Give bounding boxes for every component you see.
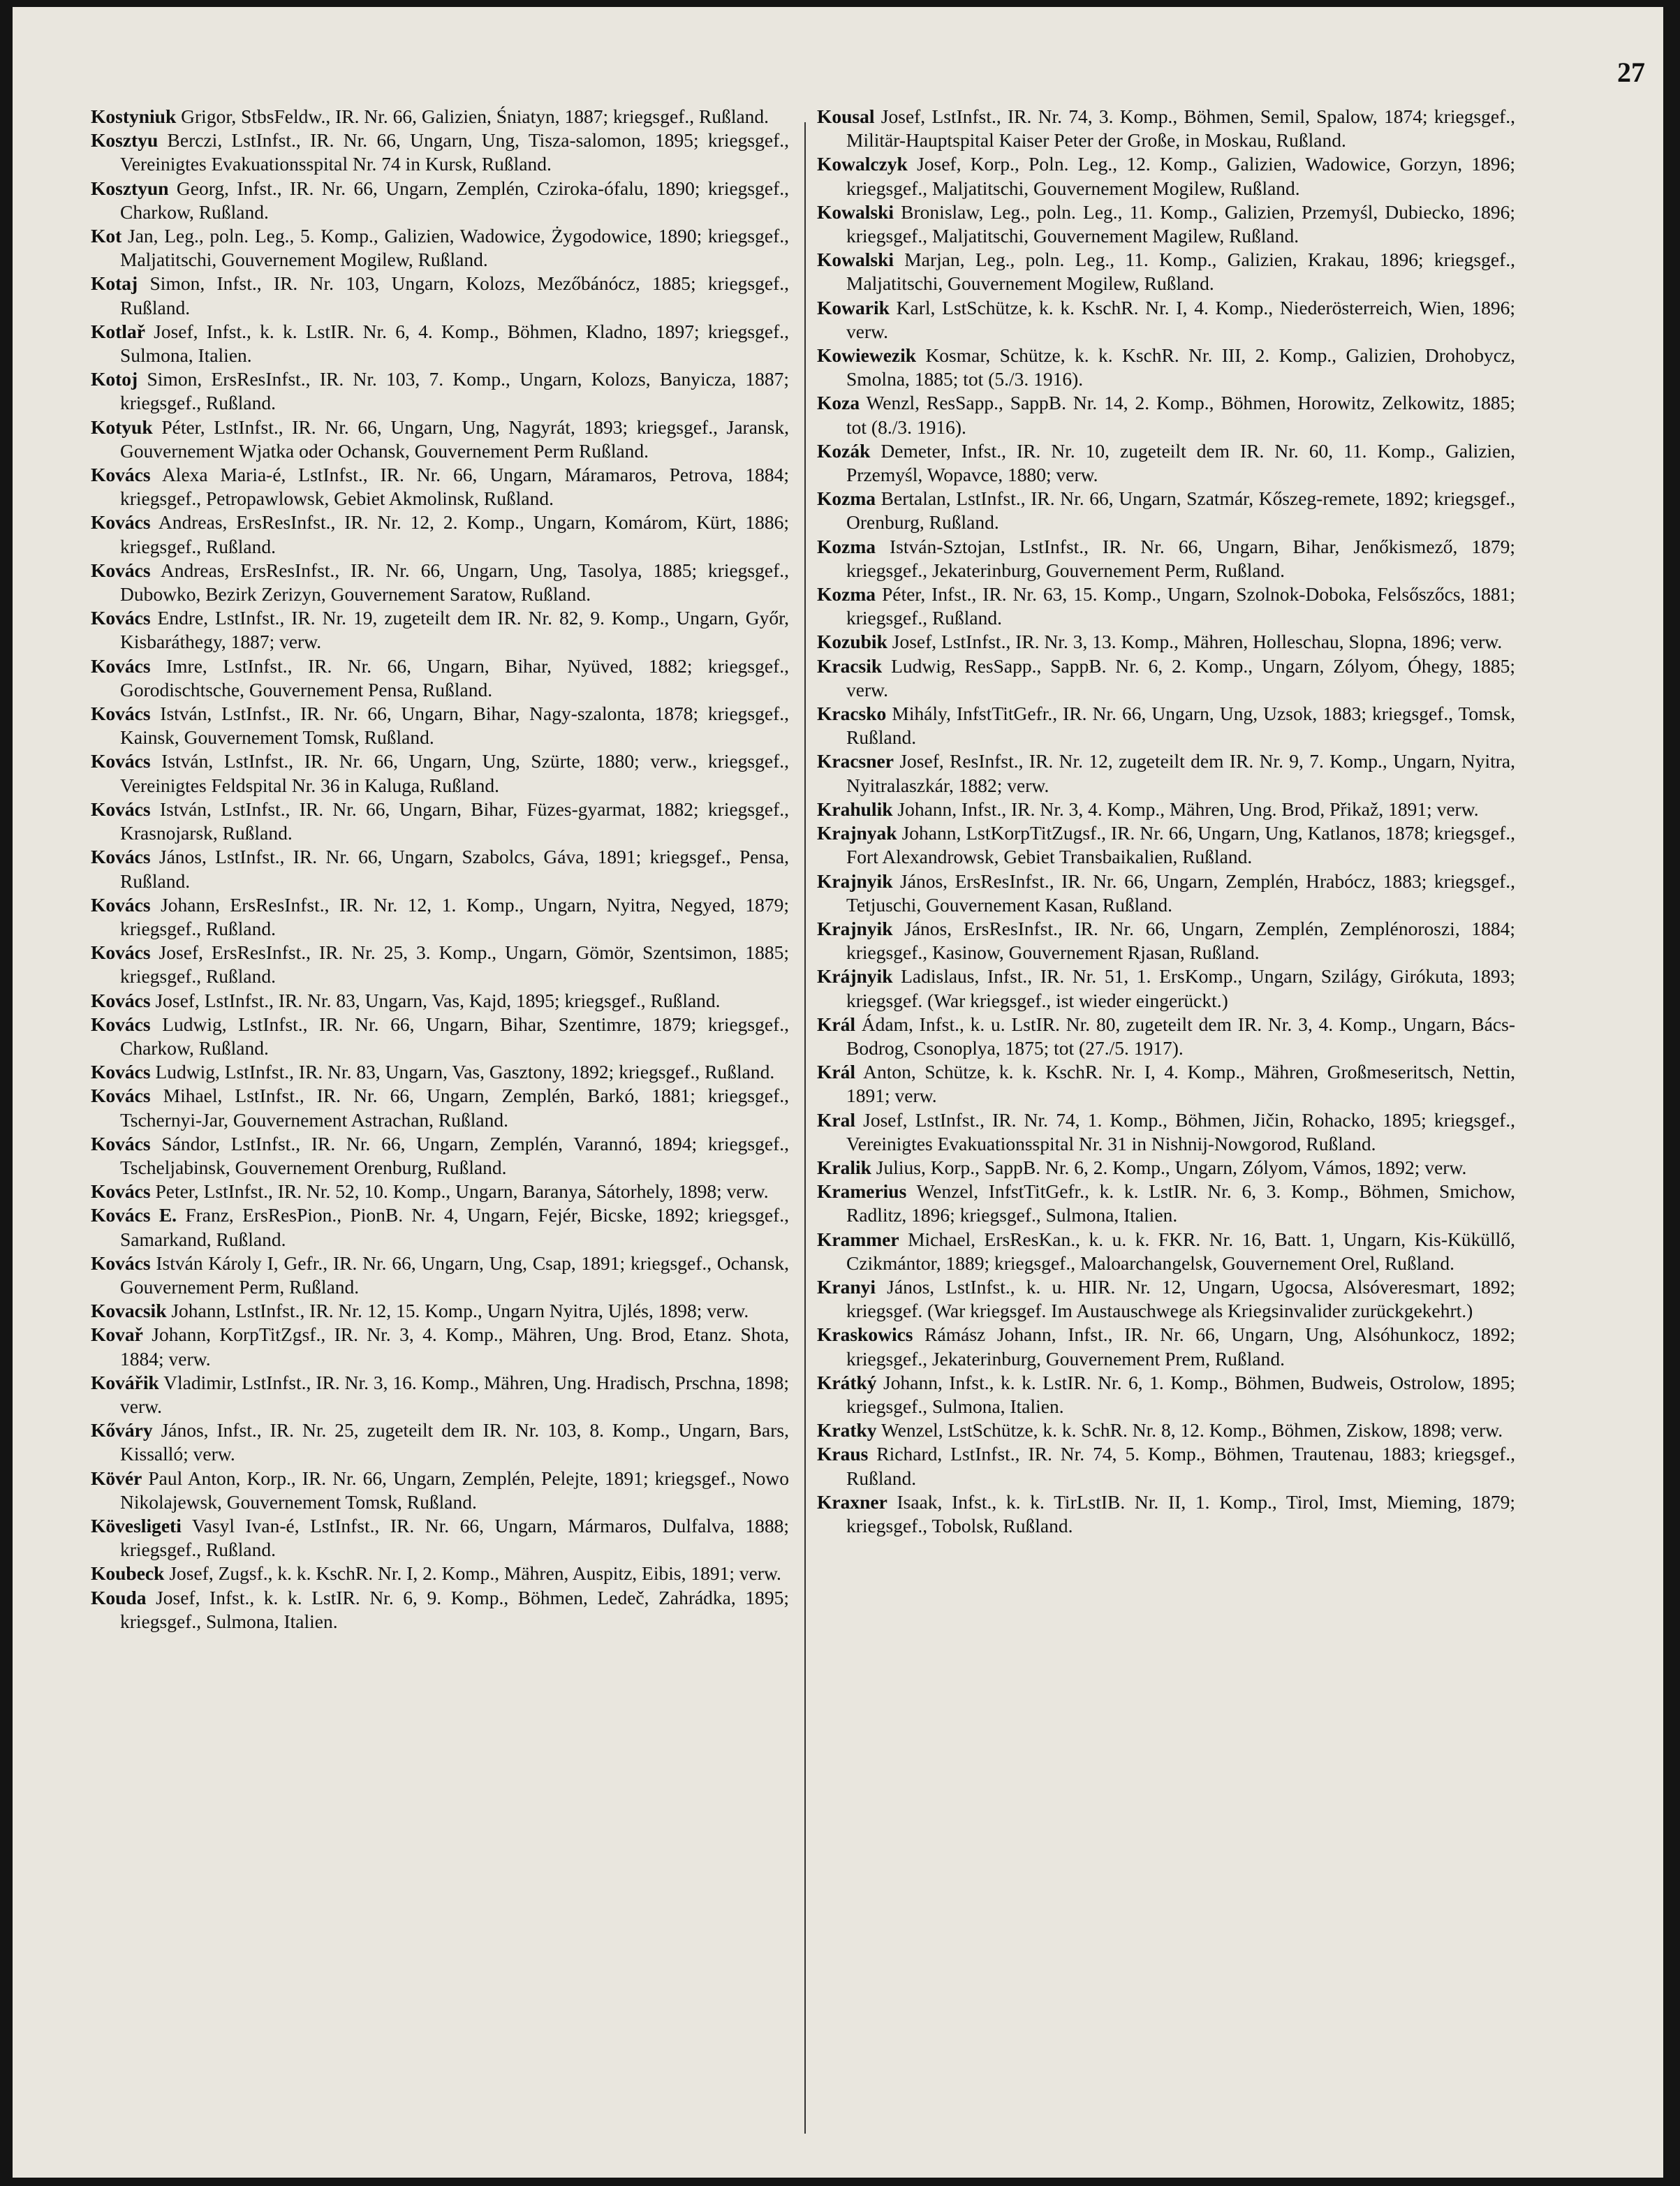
register-entry bbox=[91, 272, 789, 319]
entry-details: Josef, Infst., k. k. LstIR. Nr. 6, 4. Komp., Böhmen, Kladno, 1897; kriegsgef., Sulmona, Italien. bbox=[120, 320, 789, 367]
register-entry bbox=[91, 941, 789, 988]
register-entry bbox=[91, 1060, 789, 1084]
entry-details: Demeter, Infst., IR. Nr. 10, zugeteilt dem IR. Nr. 60, 11. Komp., Galizien, Przemyśl, Wopavce, 1880; verw. bbox=[846, 439, 1515, 486]
entry-details: Berczi, LstInfst., IR. Nr. 66, Ungarn, Ung, Tisza-salomon, 1895; kriegsgef., Vereinigtes Evakuationsspital Nr. 74 in Kursk, Rußland. bbox=[120, 129, 789, 175]
column-divider bbox=[804, 122, 806, 2134]
entry-details: Johann, LstKorpTitZugsf., IR. Nr. 66, Ungarn, Ung, Katlanos, 1878; kriegsgef., Fort Alexandrowsk, Gebiet Transbaikalien, Rußland. bbox=[846, 822, 1515, 868]
register-entry bbox=[91, 798, 789, 845]
register-entry bbox=[91, 845, 789, 893]
register-entry bbox=[817, 391, 1515, 439]
register-entry bbox=[817, 105, 1515, 152]
register-entry bbox=[817, 1060, 1515, 1108]
entry-details: Johann, Infst., k. k. LstIR. Nr. 6, 1. Komp., Böhmen, Budweis, Ostrolow, 1895; kriegsgef., Sulmona, Italien. bbox=[846, 1371, 1515, 1417]
entry-details: János, LstInfst., k. u. HIR. Nr. 12, Ungarn, Ugocsa, Alsóveresmart, 1892; kriegsgef. (War kriegsgef. Im Austauschwege als Kriegsinvalider zurückgekehrt.) bbox=[846, 1275, 1515, 1322]
entry-surname: Kraskowics bbox=[817, 1323, 913, 1346]
entry-surname: Kotlař bbox=[91, 320, 145, 342]
entry-details: Péter, LstInfst., IR. Nr. 66, Ungarn, Ung, Nagyrát, 1893; kriegsgef., Jaransk, Gouvernement Wjatka oder Ochansk, Gouvernement Perm Rußland. bbox=[120, 416, 789, 462]
entry-details: Michael, ErsResKan., k. u. k. FKR. Nr. 16, Batt. 1, Ungarn, Kis-Küküllő, Czikmántor, 1889; kriegsgef., Maloarchangelsk, Gouvernement Orel, Rußland. bbox=[846, 1228, 1515, 1274]
register-entry bbox=[817, 749, 1515, 797]
entry-details: Rámász Johann, Infst., IR. Nr. 66, Ungarn, Ung, Alsóhunkocz, 1892; kriegsgef., Jekaterinburg, Gouvernement Prem, Rußland. bbox=[846, 1323, 1515, 1370]
entry-details: Simon, ErsResInfst., IR. Nr. 103, 7. Komp., Ungarn, Kolozs, Banyicza, 1887; kriegsgef., Rußland. bbox=[120, 368, 789, 414]
register-entry bbox=[91, 1203, 789, 1251]
entry-details: Jan, Leg., poln. Leg., 5. Komp., Galizien, Wadowice, Żygodowice, 1890; kriegsgef., Maljatitschi, Gouvernement Mogilew, Rußland. bbox=[120, 225, 789, 271]
entry-surname: Kosztyu bbox=[91, 129, 159, 152]
entry-details: Vladimir, LstInfst., IR. Nr. 3, 16. Komp., Mähren, Ung. Hradisch, Prschna, 1898; verw. bbox=[120, 1371, 789, 1417]
register-entry bbox=[817, 487, 1515, 534]
register-entry bbox=[91, 559, 789, 606]
entry-details: István Károly I, Gefr., IR. Nr. 66, Ungarn, Ung, Csap, 1891; kriegsgef., Ochansk, Gouvernement Perm, Rußland. bbox=[120, 1252, 789, 1298]
register-entry bbox=[91, 654, 789, 702]
register-entry bbox=[817, 1108, 1515, 1156]
entry-surname: Kot bbox=[91, 225, 122, 247]
register-entry bbox=[91, 416, 789, 463]
entry-surname: Kracsik bbox=[817, 654, 883, 677]
register-entry bbox=[817, 582, 1515, 630]
entry-details: Andreas, ErsResInfst., IR. Nr. 12, 2. Komp., Ungarn, Komárom, Kürt, 1886; kriegsgef., Rußland. bbox=[120, 511, 789, 557]
entry-surname: Kralik bbox=[817, 1156, 871, 1178]
register-entry bbox=[91, 702, 789, 749]
entry-details: Johann, LstInfst., IR. Nr. 12, 15. Komp., Ungarn Nyitra, Ujlés, 1898; verw. bbox=[166, 1300, 749, 1322]
entry-details: István, LstInfst., IR. Nr. 66, Ungarn, Bihar, Füzes-gyarmat, 1882; kriegsgef., Krasnojarsk, Rußland. bbox=[120, 798, 789, 844]
entry-surname: Kovács bbox=[91, 703, 151, 725]
entry-details: Ádam, Infst., k. u. LstIR. Nr. 80, zugeteilt dem IR. Nr. 3, 4. Komp., Ungarn, Bács-Bodrog, Csonoplya, 1875; tot (27./5. 1917). bbox=[846, 1013, 1515, 1059]
entry-surname: Koza bbox=[817, 392, 860, 414]
entry-surname: Kovács bbox=[91, 1013, 151, 1035]
register-entry bbox=[91, 1371, 789, 1418]
register-entry bbox=[817, 296, 1515, 344]
right-column bbox=[817, 105, 1515, 1538]
register-entry bbox=[91, 1084, 789, 1131]
entry-details: Sándor, LstInfst., IR. Nr. 66, Ungarn, Zemplén, Varannó, 1894; kriegsgef., Tscheljabinsk, Gouvernement Orenburg, Rußland. bbox=[120, 1132, 789, 1178]
entry-details: István, LstInfst., IR. Nr. 66, Ungarn, Bihar, Nagy-szalonta, 1878; kriegsgef., Kainsk, Gouvernement Tomsk, Rußland. bbox=[120, 703, 789, 749]
entry-details: Bronislaw, Leg., poln. Leg., 11. Komp., Galizien, Przemyśl, Dubiecko, 1896; kriegsgef., Maljatitschi, Gouvernement Magilew, Rußland. bbox=[846, 200, 1515, 247]
register-entry bbox=[817, 248, 1515, 295]
register-entry bbox=[91, 320, 789, 367]
entry-surname: Kovács bbox=[91, 846, 151, 868]
entry-surname: Kraus bbox=[817, 1443, 869, 1465]
entry-details: Johann, ErsResInfst., IR. Nr. 12, 1. Komp., Ungarn, Nyitra, Negyed, 1879; kriegsgef., Rußland. bbox=[120, 893, 789, 939]
entry-surname: Král bbox=[817, 1013, 855, 1035]
entry-details: Isaak, Infst., k. k. TirLstIB. Nr. II, 1. Komp., Tirol, Imst, Mieming, 1879; kriegsgef., Tobolsk, Rußland. bbox=[846, 1490, 1515, 1536]
entry-surname: Kracsner bbox=[817, 750, 894, 772]
register-entry bbox=[91, 1467, 789, 1514]
register-entry bbox=[817, 1442, 1515, 1490]
entry-details: Wenzl, ResSapp., SappB. Nr. 14, 2. Komp., Böhmen, Horowitz, Zelkowitz, 1885; tot (8./3. 1916). bbox=[846, 392, 1515, 438]
entry-details: Ludwig, LstInfst., IR. Nr. 83, Ungarn, Vas, Gasztony, 1892; kriegsgef., Rußland. bbox=[150, 1061, 775, 1083]
entry-surname: Kosztyun bbox=[91, 177, 169, 199]
entry-surname: Kranyi bbox=[817, 1275, 876, 1298]
register-entry bbox=[817, 798, 1515, 821]
entry-surname: Kovács bbox=[91, 941, 151, 964]
entry-details: Anton, Schütze, k. k. KschR. Nr. I, 4. Komp., Mähren, Großmeseritsch, Nettin, 1891; verw. bbox=[846, 1061, 1515, 1107]
register-entry bbox=[91, 129, 789, 176]
register-entry bbox=[91, 105, 789, 129]
entry-surname: Kowiewezik bbox=[817, 344, 917, 367]
entry-surname: Kovács bbox=[91, 1132, 151, 1154]
entry-surname: Koubeck bbox=[91, 1562, 165, 1585]
entry-surname: Kovács bbox=[91, 750, 151, 772]
entry-details: Imre, LstInfst., IR. Nr. 66, Ungarn, Bihar, Nyüved, 1882; kriegsgef., Gorodischtsche, Gouvernement Pensa, Rußland. bbox=[120, 654, 789, 700]
entry-surname: Kozubik bbox=[817, 631, 887, 653]
entry-surname: Kozma bbox=[817, 583, 876, 606]
register-entry bbox=[817, 1323, 1515, 1370]
entry-details: István, LstInfst., IR. Nr. 66, Ungarn, Ung, Szürte, 1880; verw., kriegsgef., Vereinigtes Feldspital Nr. 36 in Kaluga, Rußland. bbox=[120, 750, 789, 796]
entry-surname: Krátký bbox=[817, 1371, 877, 1393]
document-page bbox=[13, 7, 1663, 2178]
entry-details: Mihael, LstInfst., IR. Nr. 66, Ungarn, Zemplén, Barkó, 1881; kriegsgef., Tschernyi-Jar, Gouvernement Astrachan, Rußland. bbox=[120, 1085, 789, 1131]
entry-details: Josef, LstInfst., IR. Nr. 74, 3. Komp., Böhmen, Semil, Spalow, 1874; kriegsgef., Militär-Hauptspital Kaiser Peter der Große, in Moskau, Rußland. bbox=[846, 105, 1515, 152]
entry-details: Ludwig, LstInfst., IR. Nr. 66, Ungarn, Bihar, Szentimre, 1879; kriegsgef., Charkow, Rußland. bbox=[120, 1013, 789, 1059]
register-entry bbox=[91, 224, 789, 272]
entry-surname: Kovacsik bbox=[91, 1300, 167, 1322]
entry-details: Josef, Korp., Poln. Leg., 12. Komp., Galizien, Wadowice, Gorzyn, 1896; kriegsgef., Maljatitschi, Gouvernement Mogilew, Rußland. bbox=[846, 153, 1515, 199]
entry-surname: Kovács bbox=[91, 607, 151, 629]
register-entry bbox=[91, 1252, 789, 1299]
entry-details: János, LstInfst., IR. Nr. 66, Ungarn, Szabolcs, Gáva, 1891; kriegsgef., Pensa, Rußland. bbox=[120, 846, 789, 892]
register-entry bbox=[91, 1299, 789, 1323]
entry-details: Péter, Infst., IR. Nr. 63, 15. Komp., Ungarn, Szolnok-Doboka, Felsőszőcs, 1881; kriegsgef., Rußland. bbox=[846, 583, 1515, 629]
entry-surname: Kostyniuk bbox=[91, 105, 177, 127]
entry-surname: Krammer bbox=[817, 1228, 899, 1250]
entry-surname: Kotyuk bbox=[91, 416, 153, 438]
register-entry bbox=[91, 1418, 789, 1466]
entry-surname: Kovács E. bbox=[91, 1204, 177, 1226]
entry-details: Josef, Infst., k. k. LstIR. Nr. 6, 9. Komp., Böhmen, Ledeč, Zahrádka, 1895; kriegsgef., Sulmona, Italien. bbox=[120, 1586, 789, 1632]
entry-surname: Krajnyik bbox=[817, 870, 893, 892]
entry-surname: Král bbox=[817, 1061, 855, 1083]
entry-surname: Kovács bbox=[91, 1252, 151, 1274]
register-entry bbox=[91, 177, 789, 224]
entry-surname: Kramerius bbox=[817, 1180, 907, 1203]
entry-details: Simon, Infst., IR. Nr. 103, Ungarn, Kolozs, Mezőbánócz, 1885; kriegsgef., Rußland. bbox=[120, 272, 789, 318]
register-entry bbox=[817, 964, 1515, 1012]
entry-details: Karl, LstSchütze, k. k. KschR. Nr. I, 4. Komp., Niederösterreich, Wien, 1896; verw. bbox=[846, 296, 1515, 342]
register-entry bbox=[817, 439, 1515, 487]
entry-details: Grigor, StbsFeldw., IR. Nr. 66, Galizien, Śniatyn, 1887; kriegsgef., Rußland. bbox=[176, 105, 769, 127]
entry-surname: Kovács bbox=[91, 559, 151, 581]
entry-details: Josef, Zugsf., k. k. KschR. Nr. I, 2. Komp., Mähren, Auspitz, Eibis, 1891; verw. bbox=[164, 1562, 781, 1585]
entry-surname: Kratky bbox=[817, 1419, 877, 1442]
entry-surname: Kozma bbox=[817, 535, 876, 557]
entry-details: István-Sztojan, LstInfst., IR. Nr. 66, Ungarn, Bihar, Jenőkismező, 1879; kriegsgef., Jekaterinburg, Gouvernement Perm, Rußland. bbox=[846, 535, 1515, 581]
entry-details: Paul Anton, Korp., IR. Nr. 66, Ungarn, Zemplén, Pelejte, 1891; kriegsgef., Nowo Nikolajewsk, Gouvernement Tomsk, Rußland. bbox=[120, 1467, 789, 1513]
register-entry bbox=[91, 1586, 789, 1634]
entry-details: Johann, KorpTitZgsf., IR. Nr. 3, 4. Komp., Mähren, Ung. Brod, Etanz. Shota, 1884; verw. bbox=[120, 1323, 789, 1370]
entry-details: Wenzel, LstSchütze, k. k. SchR. Nr. 8, 12. Komp., Böhmen, Ziskow, 1898; verw. bbox=[876, 1419, 1503, 1442]
entry-surname: Kowarik bbox=[817, 296, 890, 318]
entry-surname: Kral bbox=[817, 1108, 855, 1131]
entry-surname: Krahulik bbox=[817, 798, 893, 820]
entry-surname: Kovács bbox=[91, 511, 151, 534]
entry-details: Ludwig, ResSapp., SappB. Nr. 6, 2. Komp., Ungarn, Zólyom, Óhegy, 1885; verw. bbox=[846, 654, 1515, 700]
entry-details: Peter, LstInfst., IR. Nr. 52, 10. Komp., Ungarn, Baranya, Sátorhely, 1898; verw. bbox=[150, 1180, 769, 1203]
register-entry bbox=[91, 1514, 789, 1562]
entry-details: Josef, LstInfst., IR. Nr. 3, 13. Komp., Mähren, Holleschau, Slopna, 1896; verw. bbox=[887, 631, 1503, 653]
entry-details: Wenzel, InfstTitGefr., k. k. LstIR. Nr. 6, 3. Komp., Böhmen, Smichow, Radlitz, 1896; kriegsgef., Sulmona, Italien. bbox=[846, 1180, 1515, 1226]
entry-details: Richard, LstInfst., IR. Nr. 74, 5. Komp., Böhmen, Trautenau, 1883; kriegsgef., Rußland. bbox=[846, 1443, 1515, 1489]
register-entry bbox=[817, 1418, 1515, 1442]
entry-surname: Krajnyik bbox=[817, 917, 893, 939]
entry-surname: Kouda bbox=[91, 1586, 147, 1608]
entry-details: Josef, LstInfst., IR. Nr. 74, 1. Komp., Böhmen, Jičin, Rohacko, 1895; kriegsgef., Vereinigtes Evakuationsspital Nr. 31 in Nishnij-Nowgorod, Rußland. bbox=[846, 1108, 1515, 1154]
entry-surname: Kovács bbox=[91, 464, 151, 486]
entry-surname: Krájnyik bbox=[817, 965, 893, 988]
register-entry bbox=[91, 749, 789, 797]
register-entry bbox=[817, 535, 1515, 582]
entry-details: Vasyl Ivan-é, LstInfst., IR. Nr. 66, Ungarn, Mármaros, Dulfalva, 1888; kriegsgef., Rußland. bbox=[120, 1514, 789, 1561]
entry-details: Alexa Maria-é, LstInfst., IR. Nr. 66, Ungarn, Máramaros, Petrova, 1884; kriegsgef., Petropawlowsk, Gebiet Akmolinsk, Rußland. bbox=[120, 464, 789, 510]
entry-surname: Kotoj bbox=[91, 368, 138, 390]
register-entry bbox=[91, 463, 789, 511]
entry-details: Andreas, ErsResInfst., IR. Nr. 66, Ungarn, Ung, Tasolya, 1885; kriegsgef., Dubowko, Bezirk Zerizyn, Gouvernement Saratow, Rußland. bbox=[120, 559, 789, 606]
entry-details: Bertalan, LstInfst., IR. Nr. 66, Ungarn, Szatmár, Kőszeg-remete, 1892; kriegsgef., Orenburg, Rußland. bbox=[846, 487, 1515, 534]
register-entry bbox=[817, 1275, 1515, 1323]
entry-surname: Kovács bbox=[91, 989, 151, 1011]
register-entry bbox=[91, 1013, 789, 1060]
register-entry bbox=[817, 1180, 1515, 1227]
entry-surname: Kövesligeti bbox=[91, 1514, 182, 1536]
entry-surname: Kracsko bbox=[817, 703, 887, 725]
register-entry bbox=[817, 1228, 1515, 1275]
entry-details: Mihály, InfstTitGefr., IR. Nr. 66, Ungarn, Ung, Uzsok, 1883; kriegsgef., Tomsk, Rußland. bbox=[846, 703, 1515, 749]
entry-surname: Kovářik bbox=[91, 1371, 159, 1393]
entry-surname: Kovács bbox=[91, 893, 151, 916]
register-entry bbox=[91, 1132, 789, 1180]
register-entry bbox=[91, 1323, 789, 1370]
register-entry bbox=[91, 1180, 789, 1203]
entry-surname: Kövér bbox=[91, 1467, 142, 1489]
entry-details: János, ErsResInfst., IR. Nr. 66, Ungarn, Zemplén, Hrabócz, 1883; kriegsgef., Tetjuschi, Gouvernement Kasan, Rußland. bbox=[846, 870, 1515, 916]
register-entry bbox=[817, 630, 1515, 654]
register-entry bbox=[817, 654, 1515, 702]
entry-details: Kosmar, Schütze, k. k. KschR. Nr. III, 2. Komp., Galizien, Drohobycz, Smolna, 1885; tot (5./3. 1916). bbox=[846, 344, 1515, 390]
entry-surname: Kozma bbox=[817, 487, 876, 510]
entry-surname: Kowalski bbox=[817, 200, 894, 223]
register-entry bbox=[91, 893, 789, 941]
entry-surname: Kozák bbox=[817, 439, 871, 462]
entry-details: Josef, LstInfst., IR. Nr. 83, Ungarn, Vas, Kajd, 1895; kriegsgef., Rußland. bbox=[150, 989, 721, 1011]
entry-surname: Kovács bbox=[91, 1085, 151, 1107]
register-entry bbox=[817, 1371, 1515, 1418]
entry-surname: Kraxner bbox=[817, 1490, 887, 1513]
entry-details: Franz, ErsResPion., PionB. Nr. 4, Ungarn, Fejér, Bicske, 1892; kriegsgef., Samarkand, Rußland. bbox=[120, 1204, 790, 1250]
register-entry bbox=[91, 606, 789, 654]
register-entry bbox=[817, 344, 1515, 391]
entry-surname: Kowalski bbox=[817, 249, 894, 271]
entry-details: Endre, LstInfst., IR. Nr. 19, zugeteilt dem IR. Nr. 82, 9. Komp., Ungarn, Győr, Kisbaráthegy, 1887; verw. bbox=[120, 607, 789, 653]
entry-details: Ladislaus, Infst., IR. Nr. 51, 1. ErsKomp., Ungarn, Szilágy, Girókuta, 1893; kriegsgef. (War kriegsgef., ist wieder eingerückt.) bbox=[846, 965, 1515, 1011]
left-column bbox=[91, 105, 789, 1634]
entry-surname: Kovács bbox=[91, 798, 151, 820]
entry-details: Josef, ErsResInfst., IR. Nr. 25, 3. Komp., Ungarn, Gömör, Szentsimon, 1885; kriegsgef., Rußland. bbox=[120, 941, 789, 988]
register-entry bbox=[817, 870, 1515, 917]
register-entry bbox=[817, 1490, 1515, 1538]
register-entry bbox=[817, 821, 1515, 869]
entry-surname: Kowalczyk bbox=[817, 153, 908, 175]
entry-surname: Kovács bbox=[91, 1061, 151, 1083]
register-entry bbox=[817, 917, 1515, 964]
entry-details: Julius, Korp., SappB. Nr. 6, 2. Komp., Ungarn, Zólyom, Vámos, 1892; verw. bbox=[871, 1156, 1467, 1178]
entry-surname: Kovács bbox=[91, 654, 151, 677]
entry-surname: Kousal bbox=[817, 105, 875, 127]
entry-details: János, ErsResInfst., IR. Nr. 66, Ungarn, Zemplén, Zemplénoroszi, 1884; kriegsgef., Kasinow, Gouvernement Rjasan, Rußland. bbox=[846, 917, 1515, 964]
entry-details: Johann, Infst., IR. Nr. 3, 4. Komp., Mähren, Ung. Brod, Přikaž, 1891; verw. bbox=[892, 798, 1479, 820]
entry-surname: Kovács bbox=[91, 1180, 151, 1203]
entry-surname: Kőváry bbox=[91, 1419, 153, 1442]
page-number: 27 bbox=[1617, 57, 1645, 88]
entry-surname: Kotaj bbox=[91, 272, 138, 295]
register-entry bbox=[817, 702, 1515, 749]
entry-surname: Kovař bbox=[91, 1323, 143, 1346]
entry-details: Georg, Infst., IR. Nr. 66, Ungarn, Zemplén, Cziroka-ófalu, 1890; kriegsgef., Charkow, Rußland. bbox=[120, 177, 789, 223]
register-entry bbox=[91, 511, 789, 558]
register-entry bbox=[817, 152, 1515, 200]
register-entry bbox=[817, 1156, 1515, 1180]
register-entry bbox=[91, 989, 789, 1013]
register-entry bbox=[91, 367, 789, 415]
entry-details: Josef, ResInfst., IR. Nr. 12, zugeteilt dem IR. Nr. 9, 7. Komp., Ungarn, Nyitra, Nyitralaszkár, 1882; verw. bbox=[846, 750, 1515, 796]
register-entry bbox=[817, 1013, 1515, 1060]
entry-details: Marjan, Leg., poln. Leg., 11. Komp., Galizien, Krakau, 1896; kriegsgef., Maljatitschi, Gouvernement Mogilew, Rußland. bbox=[846, 249, 1515, 295]
register-entry bbox=[91, 1562, 789, 1585]
entry-surname: Krajnyak bbox=[817, 822, 897, 844]
entry-details: János, Infst., IR. Nr. 25, zugeteilt dem IR. Nr. 103, 8. Komp., Ungarn, Bars, Kissalló; verw. bbox=[120, 1419, 789, 1465]
register-entry bbox=[817, 200, 1515, 248]
